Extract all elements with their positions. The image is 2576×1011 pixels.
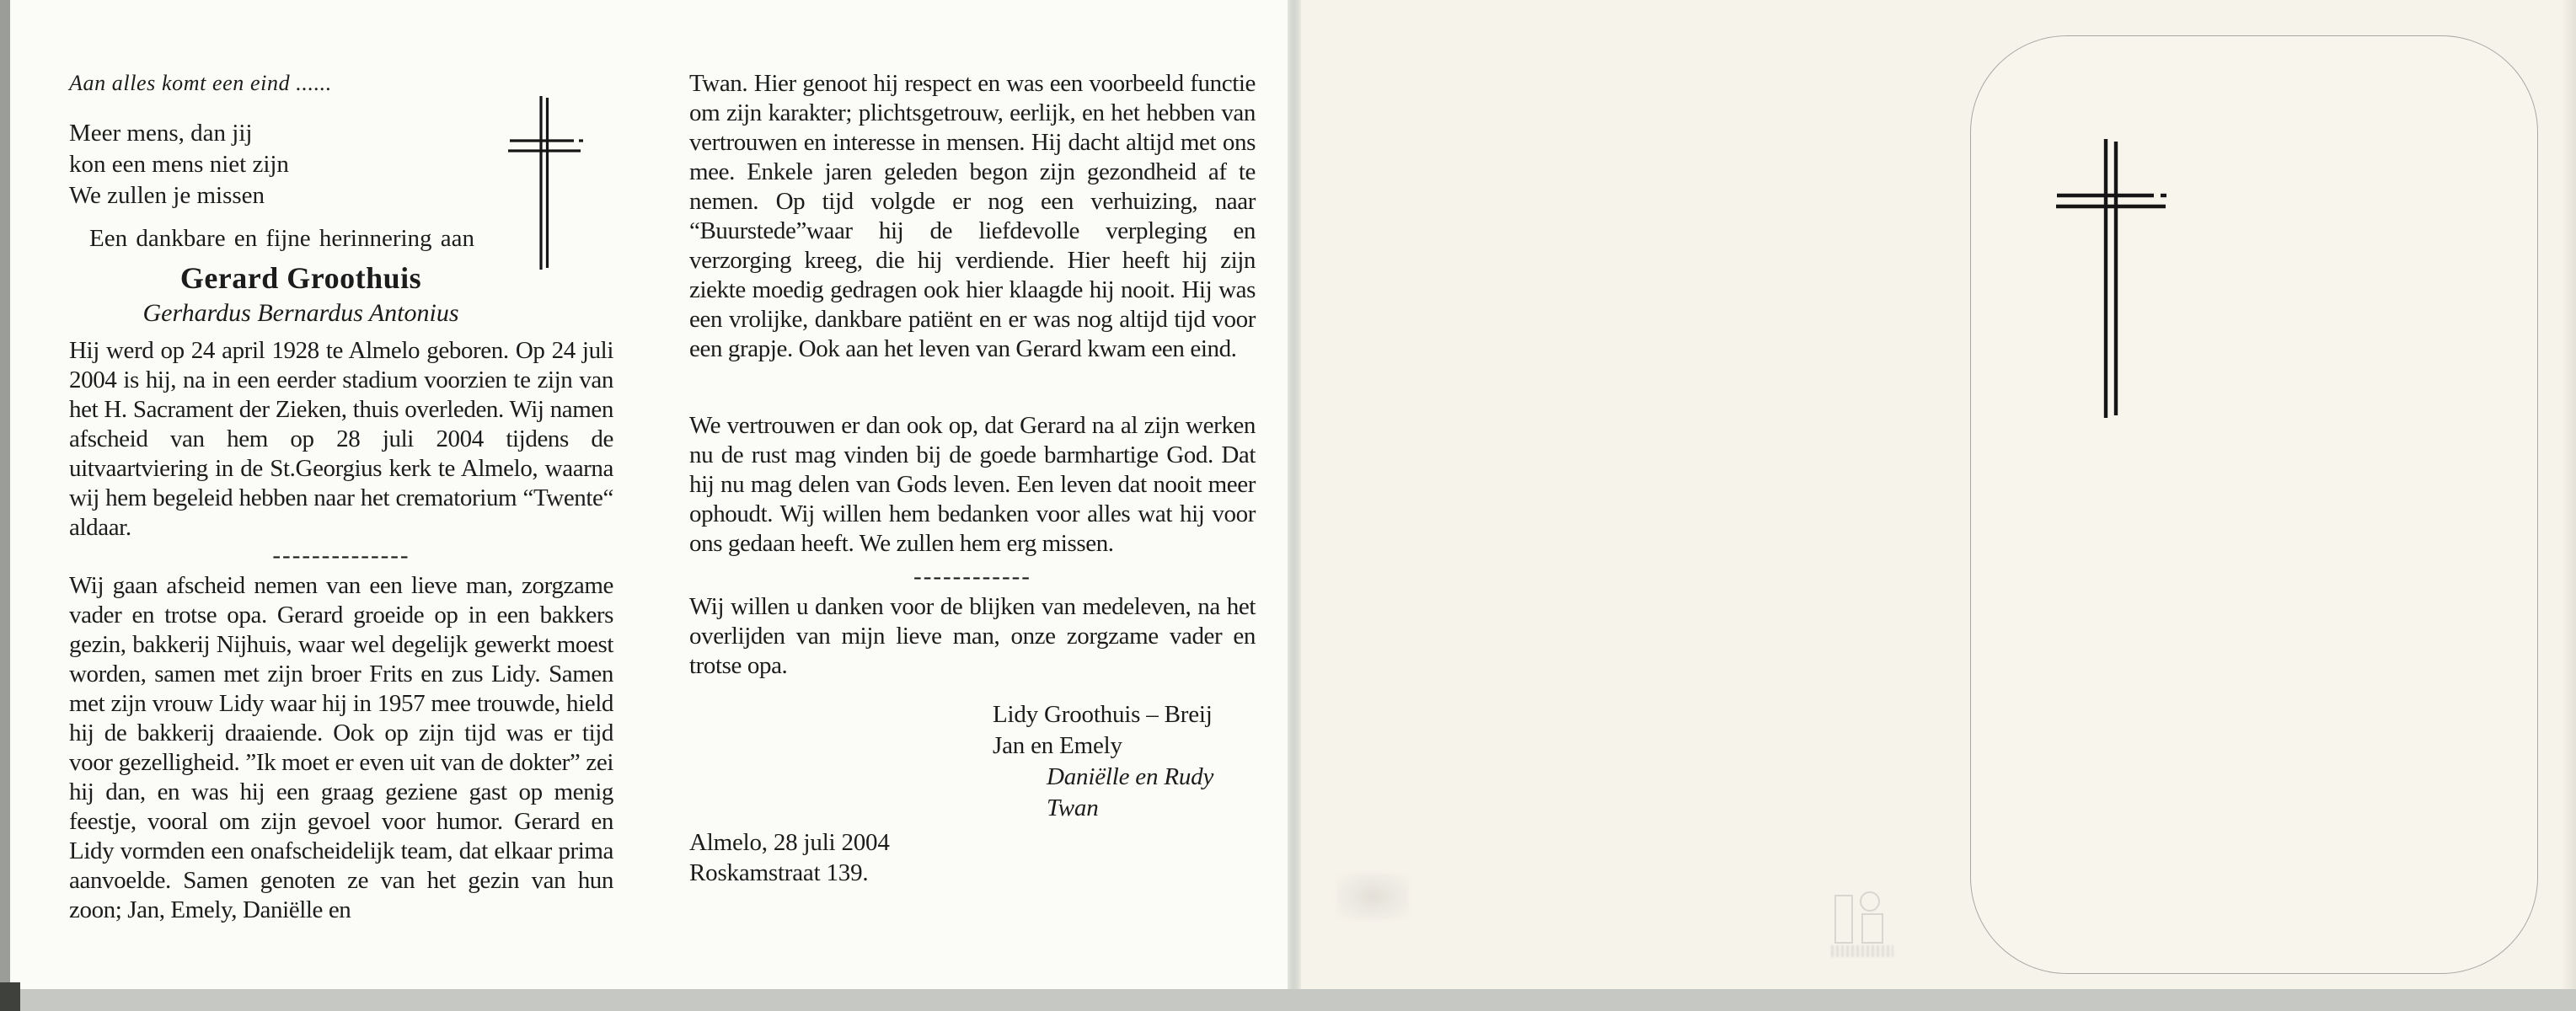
signature: Jan en Emely <box>993 732 1122 759</box>
scan-corner-shadow <box>0 982 20 1011</box>
obituary-paragraph-4: We vertrouwen er dan ook op, dat Gerard na al zijn werken nu de rust mag vinden bij de goede barmhartige God. Dat hij nu mag delen van Gods leven. Een leven dat nooit meer ophoudt. Wij willen hem bedanken voor alles wat hij voor ons gedaan heeft. We zullen hem erg missen. <box>689 412 1256 557</box>
stain-mark <box>1336 873 1409 920</box>
poem-line: We zullen je missen <box>69 182 265 209</box>
inner-right-column <box>689 69 1256 888</box>
place-date: Almelo, 28 juli 2004 <box>689 829 890 856</box>
signature-list <box>993 699 1256 824</box>
poem-line: Meer mens, dan jij <box>69 120 253 147</box>
address: Roskamstraat 139. <box>689 859 869 886</box>
signature: Twan <box>1047 794 1099 821</box>
signature: Daniëlle en Rudy <box>1047 763 1214 790</box>
baptismal-names: Gerhardus Bernardus Antonius <box>142 299 459 327</box>
obituary-paragraph-1: Hij werd op 24 april 1928 te Almelo geboren. Op 24 juli 2004 is hij, na in een eerder stadium voorzien te zijn van het H. Sacrament der Zieken, thuis overleden. Wij namen afscheid van hem op 28 juli 2004 tijdens de uitvaartviering in de St.Georgius kerk te Almelo, waarna wij hem begeleid hebben naar het crematorium “Twente“ aldaar. <box>69 337 613 541</box>
intro-line: Een dankbare en fijne herinnering aan <box>89 225 475 252</box>
signature: Lidy Groothuis – Breij <box>993 701 1213 728</box>
right-page-edge-shade <box>2562 0 2576 1011</box>
dashed-separator: ------------ <box>913 563 1031 590</box>
scan-bottom-edge <box>0 989 2576 1011</box>
cross-icon <box>2054 135 2169 421</box>
printer-logo-mark <box>1834 891 1890 964</box>
page-fold <box>1288 0 1301 989</box>
scan-left-edge <box>0 0 10 1011</box>
dashed-separator: -------------- <box>272 542 410 569</box>
obituary-paragraph-3: Twan. Hier genoot hij respect en was een voorbeeld functie om zijn karakter; plichtsgetrouw, eerlijk, en het hebben van vertrouwen en interesse in mensen. Hij dacht altijd met ons mee. Enkele jaren geleden begon zijn gezondheid af te nemen. Op tijd volgde er nog een verhuizing, naar “Buurstede”waar hij de liefdevolle verpleging en verzorging kreeg, die hij verdiende. Hier heeft hij zijn ziekte moedig gedragen ook hier klaagde hij nooit. Hij was een vrolijke, dankbare patiënt en er was nog altijd tijd voor een grapje. Ook aan het leven van Gerard kwam een eind. <box>689 70 1256 362</box>
cross-icon <box>506 93 584 271</box>
obituary-paragraph-2: Wij gaan afscheid nemen van een lieve man, zorgzame vader en trotse opa. Gerard groeide op in een bakkers gezin, bakkerij Nijhuis, waar wel degelijk gewerkt moest worden, samen met zijn broer Frits en zus Lidy. Samen met zijn vrouw Lidy waar hij in 1957 mee trouwde, hield hij de bakkerij draaiende. Ook op zijn tijd was er tijd voor gezelligheid. ”Ik moet er even uit van de dokter” zei hij dan, en was hij een graag geziene gast op menig feestje, vooral om zijn gevoel voor humor. Gerard en Lidy vormden een onafscheidelijk team, dat elkaar prima aanvoelde. Samen genoten ze van het gezin van hun zoon; Jan, Emely, Daniëlle en <box>69 572 613 923</box>
poem-line: kon een mens niet zijn <box>69 151 289 178</box>
deceased-name: Gerard Groothuis <box>179 261 422 295</box>
closing-block <box>689 827 1256 888</box>
epigraph: Aan alles komt een eind ...... <box>69 71 332 95</box>
acknowledgement-paragraph: Wij willen u danken voor de blijken van medeleven, na het overlijden van mijn lieve man, onze zorgzame vader en trotse opa. <box>689 593 1256 679</box>
